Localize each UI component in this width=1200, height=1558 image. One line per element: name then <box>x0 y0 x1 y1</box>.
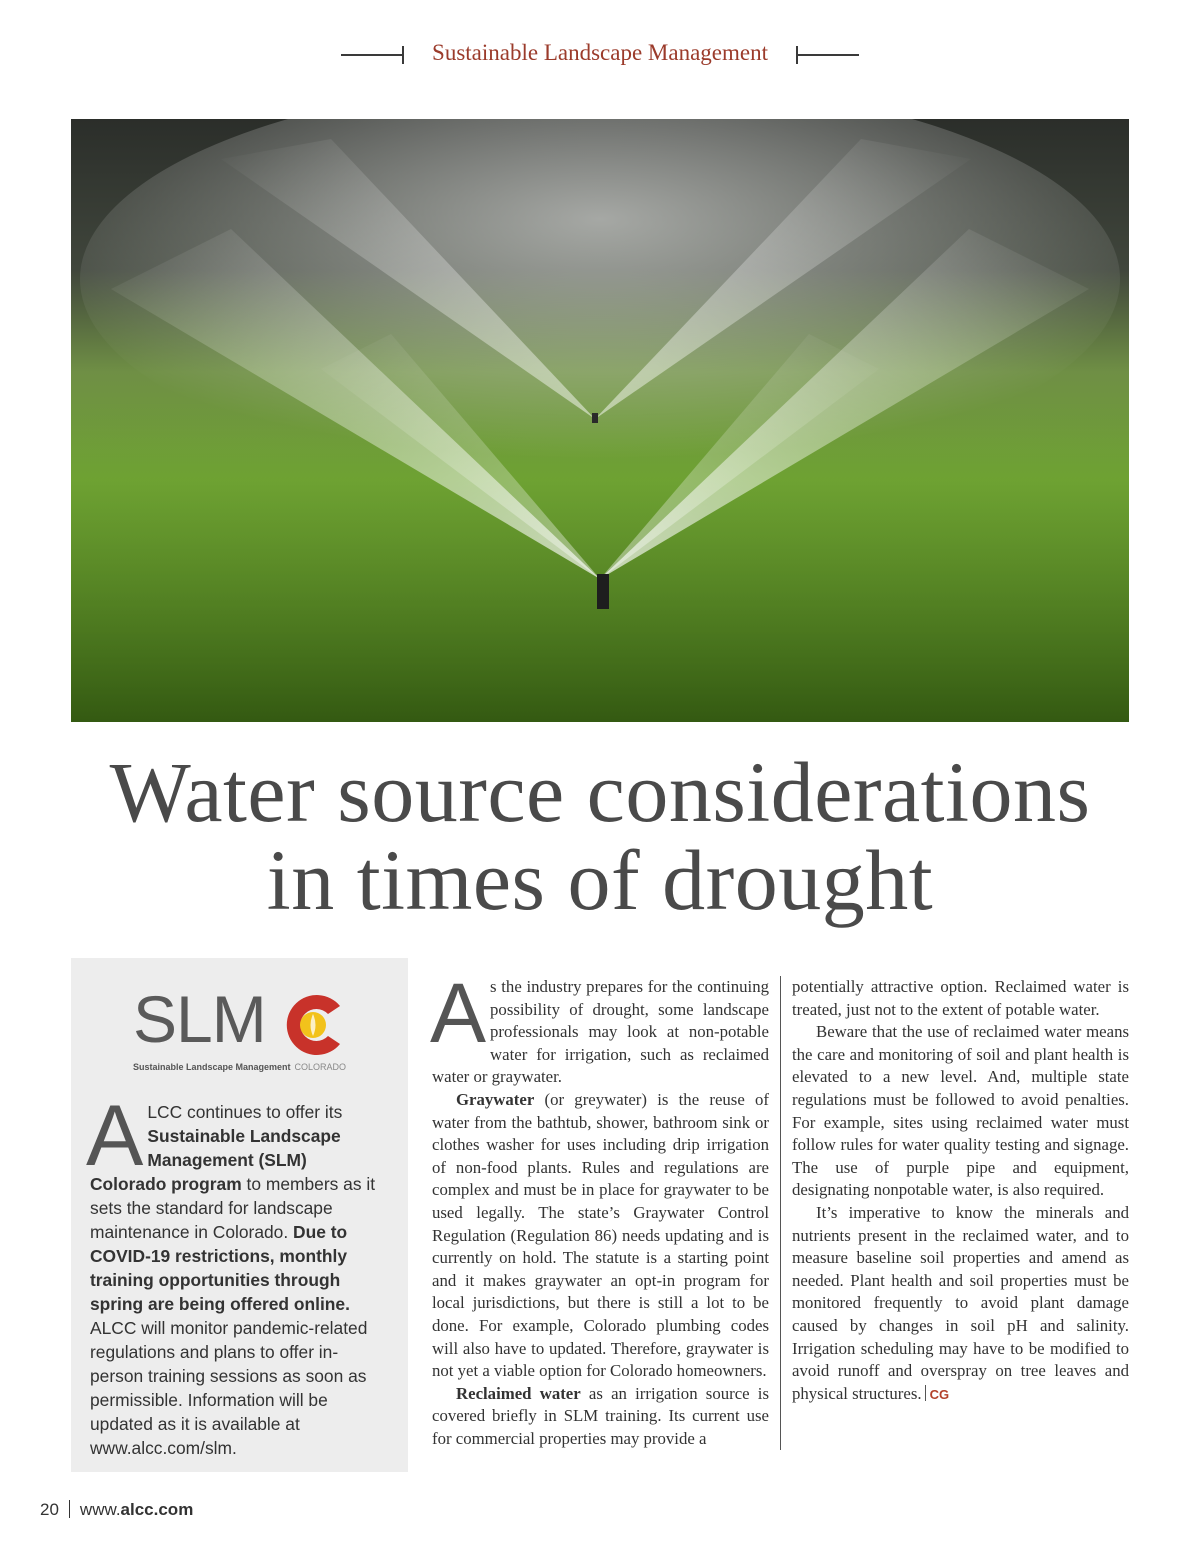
article-paragraph-3-continued: potentially attractive option. Reclaimed water is treated, just not to the extent of potable water. <box>792 977 1129 1019</box>
paragraph-3-text: as an irrigation source is covered briefly in SLM training. Its current use for commercial properties may provide a <box>432 1383 769 1448</box>
sidebar-text-5: ALCC will monitor pandemic-related regulations and plans to offer in-person training sessions as soon as permissible. Information will be updated as it is available at www.alcc.com/slm. <box>90 1318 368 1458</box>
article-column-2 <box>792 976 1129 1456</box>
article-paragraph-4: Beware that the use of reclaimed water means the care and monitoring of soil and plant health is elevated to a new level. And, multiple state regulations must be followed to avoid penalties. For example, sites using reclaimed water must follow rules for water quality testing and signage. The use of purple pipe and equipment, designating nonpotable water, is also required. <box>792 1022 1129 1200</box>
column-2-flow <box>792 976 1129 1406</box>
sidebar-dropcap: A <box>86 1088 144 1184</box>
term-reclaimed-water: Reclaimed water <box>456 1383 581 1403</box>
article-column-1 <box>430 966 769 1450</box>
term-graywater: Graywater <box>456 1089 535 1109</box>
slm-sidebar <box>71 958 408 1472</box>
article-paragraph-3 <box>432 1383 769 1451</box>
slm-logo <box>133 984 358 1079</box>
header-rule-left <box>341 54 403 56</box>
slm-tagline-text: Sustainable Landscape Management <box>133 1062 291 1072</box>
headline-line-2: in times of drought <box>266 832 934 928</box>
sidebar-text-3: to members as it sets the standard for landscape maintenance in Colorado. <box>90 1174 376 1242</box>
hero-photo <box>71 119 1129 722</box>
running-header <box>0 38 1200 74</box>
column-divider <box>780 976 781 1450</box>
paragraph-1-text: s the industry prepares for the continuing possibility of drought, some landscape professionals may look at non-potable water for irrigation, such as reclaimed water or graywater. <box>432 977 769 1087</box>
article-paragraph-5 <box>792 1202 1129 1406</box>
slm-logo-letters: SLM <box>133 982 266 1056</box>
end-mark <box>925 1385 926 1401</box>
slm-region-text: COLORADO <box>294 1062 347 1072</box>
paragraph-5-text: It’s imperative to know the minerals and nutrients present in the reclaimed water, and to measure baseline soil properties and amend as needed. Plant health and soil properties must be monitored frequently to avoid plant damage caused by changes in soil pH and salinity. Irrigation scheduling may have to be modified to avoid runoff and overspray on tree leaves and physical structures. <box>792 1202 1129 1403</box>
sidebar-program-name: Sustainable Landscape Management (SLM) Colorado program <box>90 1126 341 1194</box>
article-paragraph-1 <box>430 966 769 1089</box>
header-rule-right <box>797 54 859 56</box>
sidebar-text <box>86 1088 386 1460</box>
section-title: Sustainable Landscape Management <box>432 40 768 65</box>
page-number: 20 <box>40 1500 59 1519</box>
page-footer <box>40 1500 193 1520</box>
sidebar-covid-notice: Due to COVID-19 restrictions, monthly training opportunities through spring are being offered online. <box>90 1222 350 1314</box>
footer-separator <box>69 1500 70 1518</box>
sidebar-text-1: LCC continues to offer its <box>147 1102 343 1122</box>
headline-line-1: Water source considerations <box>109 744 1091 840</box>
colorado-flag-c-icon <box>280 992 350 1058</box>
slm-logo-tagline <box>133 1062 346 1072</box>
paragraph-2-text: (or greywater) is the reuse of water from the bathtub, shower, bathroom sink or clothes washer for uses including drip irrigation of non-food plants. Rules and regulations are complex and must be in place for graywater to be used legally. The state’s Graywater Control Regulation (Regulation 86) needs updating and is currently on hold. The statute is a starting point and it makes graywater an opt-in program for local jurisdictions, but there is still a lot to be done. For example, Colorado plumbing codes will also have to updated. Therefore, graywater is not yet a viable option for Colorado homeowners. <box>432 1089 769 1381</box>
article-headline <box>40 744 1160 928</box>
footer-url-domain[interactable]: alcc.com <box>120 1500 194 1519</box>
footer-url-prefix: www. <box>79 1500 121 1519</box>
article-paragraph-2 <box>432 1089 769 1383</box>
article-dropcap: A <box>430 966 487 1060</box>
sprinkler-photo <box>71 119 1129 722</box>
author-signoff: CG <box>929 1386 950 1402</box>
